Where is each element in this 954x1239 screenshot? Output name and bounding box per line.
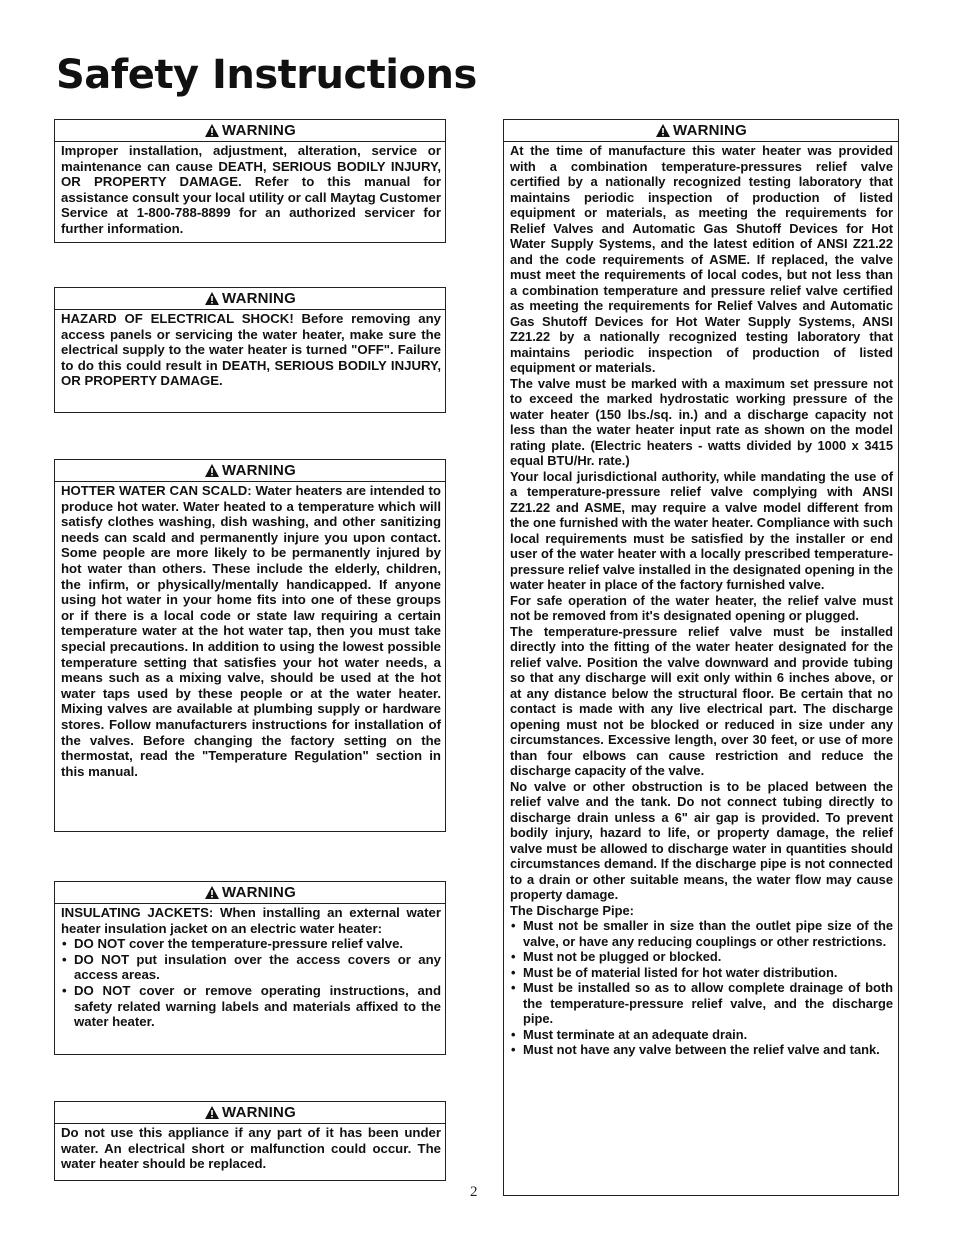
warning-paragraph: No valve or other obstruction is to be placed between the relief valve and the tank. Do not connect tubing directly to discharge drain unless a 6" air gap is provided. To prevent bodily injury, hazard to life, or property damage, the relief valve must be allowed to discharge water in quantities should circumstances demand. If the discharge pipe is not connected to a drain or other suitable means, the water flow may cause property damage.: [510, 778, 893, 902]
list-item: • Must not be smaller in size than the outlet pipe size of the valve, or have any reducing couplings or other restrictions.: [510, 918, 893, 949]
warning-paragraph: For safe operation of the water heater, the relief valve must not be removed from it's designated opening or plugged.: [510, 592, 893, 623]
warning-box-electrical-shock: [54, 287, 446, 413]
warning-header: [55, 288, 445, 310]
warning-triangle-icon: [655, 123, 671, 138]
warning-paragraph: Improper installation, adjustment, alteration, service or maintenance can cause DEATH, SERIOUS BODILY INJURY, OR PROPERTY DAMAGE. Refer to this manual for assistance consult your local utility or call Maytag Customer Service at 1-800-788-8899 for an authorized servicer for further information.: [61, 143, 441, 236]
warning-heading: WARNING: [222, 884, 296, 901]
warning-triangle-icon: [204, 885, 220, 900]
warning-box-insulating-jackets: [54, 881, 446, 1055]
warning-header: [55, 882, 445, 904]
warning-text: [55, 904, 445, 1033]
warning-heading: WARNING: [222, 122, 296, 139]
list-item: • DO NOT cover or remove operating instructions, and safety related warning labels and materials affixed to the water heater.: [61, 983, 441, 1030]
warning-paragraph: HAZARD OF ELECTRICAL SHOCK! Before removing any access panels or servicing the water heater, make sure the electrical supply to the water heater is turned "OFF". Failure to do this could result in DEATH, SERIOUS BODILY INJURY, OR PROPERTY DAMAGE.: [61, 311, 441, 389]
warning-paragraph: Do not use this appliance if any part of it has been under water. An electrical short or malfunction could occur. The water heater should be replaced.: [61, 1125, 441, 1172]
warning-text: [55, 482, 445, 782]
list-item: • DO NOT put insulation over the access covers or any access areas.: [61, 952, 441, 983]
warning-bullet-list: [61, 936, 441, 1030]
warning-paragraph: Your local jurisdictional authority, while mandating the use of a temperature-pressure relief valve complying with ANSI Z21.22 and ASME, may require a valve model different from the one furnished with the water heater. Compliance with such local requirements must be satisfied by the installer or end user of the water heater with a locally prescribed temperature-pressure relief valve installed in the designated opening in the water heater in place of the factory furnished valve.: [510, 468, 893, 592]
warning-heading: WARNING: [222, 462, 296, 479]
list-item: • DO NOT cover the temperature-pressure relief valve.: [61, 936, 441, 952]
warning-header: [55, 460, 445, 482]
page-number: 2: [470, 1184, 478, 1200]
warning-box-relief-valve: [503, 119, 899, 1196]
warning-text: [55, 1124, 445, 1175]
warning-header: [55, 1102, 445, 1124]
warning-header: [55, 120, 445, 142]
warning-paragraph: INSULATING JACKETS: When installing an external water heater insulation jacket on an electric water heater:: [61, 905, 441, 936]
warning-box-water-damage: [54, 1101, 446, 1181]
warning-box-installation: [54, 119, 446, 243]
warning-text: [55, 142, 445, 240]
warning-triangle-icon: [204, 291, 220, 306]
warning-paragraph: At the time of manufacture this water heater was provided with a combination temperature-pressures relief valve certified by a nationally recognized testing laboratory that maintains periodic inspection of production of listed equipment or materials, as meeting the requirements for Relief Valves and Automatic Gas Shutoff Devices for Hot Water Supply Systems, and the latest edition of ANSI Z21.22 and the code requirements of ASME. If replaced, the valve must meet the requirements of local codes, but not less than a combination temperature and pressure relief valve certified as meeting the requirements for Relief Valves and Automatic Gas Shutoff Devices for Hot Water Supply Systems, ANSI Z21.22 by a nationally recognized testing laboratory that maintains periodic inspection of production of listed equipment or materials.: [510, 143, 893, 375]
warning-heading: WARNING: [673, 122, 747, 139]
list-item: • Must not have any valve between the relief valve and tank.: [510, 1042, 893, 1058]
warning-triangle-icon: [204, 1105, 220, 1120]
list-item: • Must be of material listed for hot water distribution.: [510, 965, 893, 981]
list-item: • Must terminate at an adequate drain.: [510, 1027, 893, 1043]
warning-triangle-icon: [204, 123, 220, 138]
warning-triangle-icon: [204, 463, 220, 478]
list-item: • Must be installed so as to allow complete drainage of both the temperature-pressure relief valve, and the discharge pipe.: [510, 980, 893, 1027]
warning-text: [504, 142, 898, 1061]
warning-paragraph: The valve must be marked with a maximum set pressure not to exceed the marked hydrostatic working pressure of the water heater (150 lbs./sq. in.) and a discharge capacity not less than the water heater input rate as shown on the model rating plate. (Electric heaters - watts divided by 1000 x 3415 equal BTU/Hr. rate.): [510, 375, 893, 468]
warning-paragraph: HOTTER WATER CAN SCALD: Water heaters are intended to produce hot water. Water heated to a temperature which will satisfy clothes washing, dish washing, and other sanitizing needs can scald and permanently injure you upon contact. Some people are more likely to be permanently injured by hot water than others. These include the elderly, children, the infirm, or physically/mentally handicapped. If anyone using hot water in your home fits into one of these groups or if there is a local code or state law requiring a certain temperature water at the hot water tap, then you must take special precautions. In addition to using the lowest possible temperature setting that satisfies your hot water needs, a means such as a mixing valve, should be used at the hot water taps used by these people or at the water heater. Mixing valves are available at plumbing supply or hardware stores. Follow manufacturers instructions for installation of the valves. Before changing the factory setting on the thermostat, read the "Temperature Regulation" section in this manual.: [61, 483, 441, 779]
warning-heading: WARNING: [222, 1104, 296, 1121]
warning-text: [55, 310, 445, 392]
warning-paragraph: The temperature-pressure relief valve must be installed directly into the fitting of the water heater designated for the relief valve. Position the valve downward and provide tubing so that any discharge will exit only within 6 inches above, or at any distance below the structural floor. Be certain that no contact is made with any live electrical part. The discharge opening must not be blocked or reduced in size under any circumstances. Excessive length, over 30 feet, or use of more than four elbows can cause restriction and reduce the discharge capacity of the valve.: [510, 623, 893, 778]
list-item: • Must not be plugged or blocked.: [510, 949, 893, 965]
page-title: Safety Instructions: [56, 52, 477, 98]
warning-bullet-list: [510, 918, 893, 1058]
warning-heading: WARNING: [222, 290, 296, 307]
warning-box-scald: [54, 459, 446, 832]
warning-header: [504, 120, 898, 142]
discharge-pipe-heading: The Discharge Pipe:: [510, 902, 634, 918]
